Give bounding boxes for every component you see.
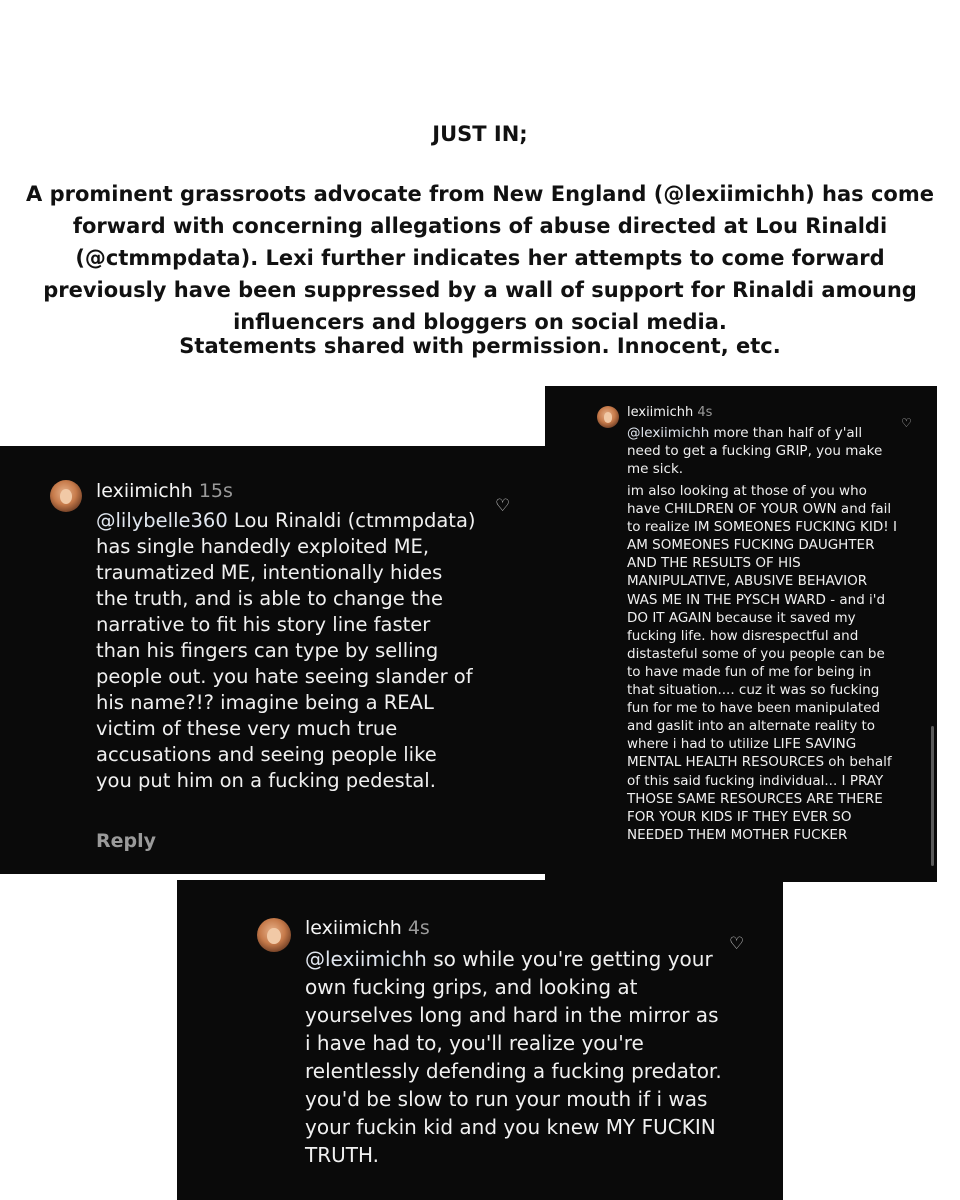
- heart-icon[interactable]: ♡: [729, 934, 745, 954]
- avatar[interactable]: [257, 918, 291, 952]
- comment-username[interactable]: lexiimichh 4s: [305, 917, 430, 939]
- comment-screenshot-3: [177, 880, 783, 1200]
- comment-username[interactable]: lexiimichh 15s: [96, 480, 233, 502]
- comment-time: 15s: [198, 480, 233, 502]
- heart-icon[interactable]: ♡: [495, 496, 511, 516]
- comment-time: 4s: [407, 917, 430, 939]
- avatar[interactable]: [597, 406, 619, 428]
- reply-button[interactable]: Reply: [96, 830, 157, 852]
- headline-note: Statements shared with permission. Innocent, etc.: [179, 334, 781, 358]
- comment-text: @lexiimichh so while you're getting your own fucking grips, and looking at yourselves long and hard in the mirror as i have had to, you'll realize you're relentlessly defending a fucking predator. you'd be slow to run your mouth if i was your fuckin kid and you knew MY FUCKIN TRUTH.: [305, 947, 722, 1167]
- comment-text-continued: im also looking at those of you who have CHILDREN OF YOUR OWN and fail to realize IM SOMEONES FUCKING KID! I AM SOMEONES FUCKING DAUGHTER AND THE RESULTS OF HIS MANIPULATIVE, ABUSIVE BEHAVIOR WAS ME IN THE PYSCH WARD - and i'd DO IT AGAIN because it saved my fucking life. how disrespectful and distasteful some of you people can be to have made fun of me for being in that situation.... cuz it was so fucking fun for me to have been manipulated and gaslit into an alternate reality to where i had to utilize LIFE SAVING MENTAL HEALTH RESOURCES oh behalf of this said fucking individual... I PRAY THOSE SAME RESOURCES ARE THERE FOR YOUR KIDS IF THEY EVER SO NEEDED THEM MOTHER FUCKER: [627, 483, 897, 843]
- headline-body: A prominent grassroots advocate from New England (@lexiimichh) has come forward with concerning allegations of abuse directed at Lou Rinaldi (@ctmmpdata). Lexi further indicates her attempts to come forward previously have been suppressed by a wall of support for Rinaldi amoung influencers and bloggers on social media.: [26, 182, 934, 334]
- comment-text: @lilybelle360 Lou Rinaldi (ctmmpdata) has single handedly exploited ME, traumatized ME, intentionally hides the truth, and is able to change the narrative to fit his story line faster than his fingers can type by selling people out. you hate seeing slander of his name?!? imagine being a REAL victim of these very much true accusations and seeing people like you put him on a fucking pedestal.: [96, 509, 476, 792]
- comment-mention[interactable]: @lexiimichh: [305, 947, 427, 971]
- comment-time: 4s: [697, 405, 713, 420]
- headline-title: JUST IN;: [432, 122, 528, 146]
- comment-screenshot-2: [545, 386, 937, 882]
- comment-screenshot-1: [0, 446, 545, 874]
- comment-mention[interactable]: @lilybelle360: [96, 509, 228, 532]
- avatar[interactable]: [50, 480, 82, 512]
- scrollbar[interactable]: [931, 726, 934, 866]
- comment-text: @lexiimichh more than half of y'all need to get a fucking GRIP, you make me sick.: [627, 425, 883, 477]
- comment-mention[interactable]: @lexiimichh: [627, 425, 710, 441]
- comment-username[interactable]: lexiimichh 4s: [627, 405, 713, 420]
- heart-icon[interactable]: ♡: [901, 416, 912, 430]
